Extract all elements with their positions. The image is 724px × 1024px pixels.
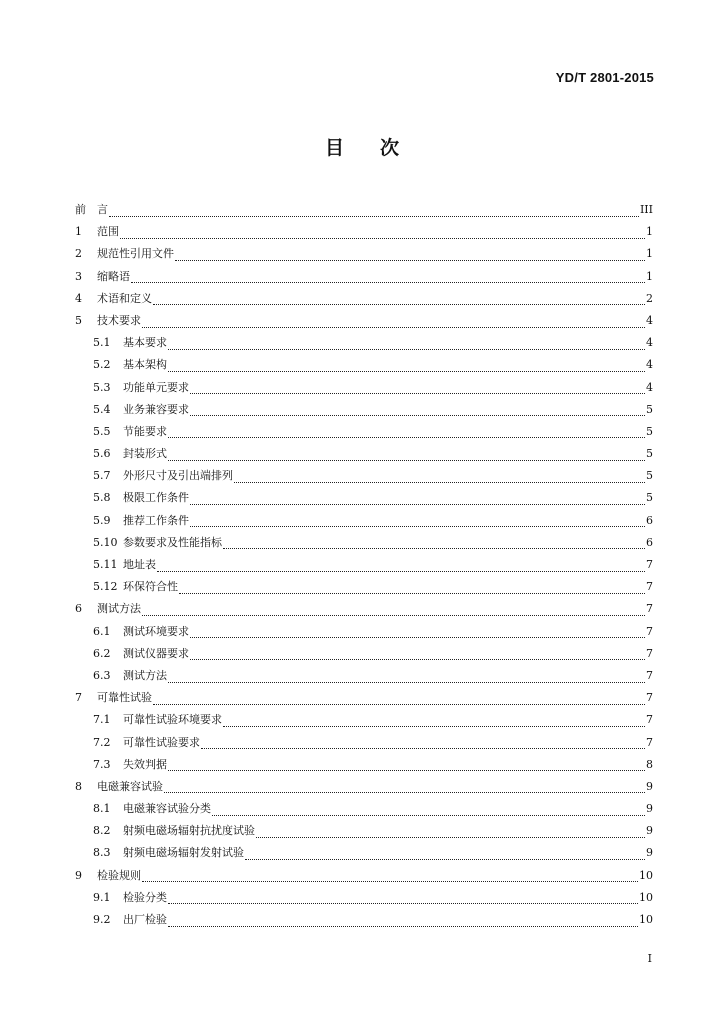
toc-entry-page: 1 <box>646 225 653 239</box>
toc-entry[interactable] <box>75 909 653 931</box>
toc-entry[interactable] <box>75 621 653 643</box>
toc-entry-page: 5 <box>646 491 653 505</box>
toc-entry[interactable] <box>75 865 653 887</box>
toc-entry-number: 7.2 <box>93 735 111 749</box>
toc-entry-label: 基本要求 <box>123 336 167 350</box>
toc-entry-label: 外形尺寸及引出端排列 <box>123 469 233 483</box>
dot-leader <box>131 272 645 283</box>
toc-entry-number: 4 <box>75 291 82 305</box>
toc-entry-label: 环保符合性 <box>123 580 178 594</box>
toc-entry-label: 规范性引用文件 <box>97 247 174 261</box>
dot-leader <box>190 494 645 505</box>
toc-entry-number: 8.1 <box>93 802 111 816</box>
standard-code: YD/T 2801-2015 <box>555 70 654 85</box>
toc-entry-label: 节能要求 <box>123 424 167 438</box>
dot-leader <box>175 250 645 261</box>
toc-entry-label: 功能单元要求 <box>123 380 189 394</box>
title-char-1: 目 <box>324 137 344 159</box>
toc-entry[interactable] <box>75 465 653 487</box>
toc-entry-number: 7 <box>75 691 82 705</box>
toc-entry-number: 5.3 <box>93 380 111 394</box>
toc-entry[interactable] <box>75 421 653 443</box>
toc-entry-page: 7 <box>646 713 653 727</box>
toc-entry[interactable] <box>75 443 653 465</box>
dot-leader <box>109 206 639 217</box>
dot-leader <box>168 893 638 904</box>
toc-entry[interactable] <box>75 665 653 687</box>
toc-entry-page: 9 <box>646 846 653 860</box>
toc-entry-label: 射频电磁场辐射抗扰度试验 <box>123 824 255 838</box>
toc-entry-page: 4 <box>646 336 653 350</box>
dot-leader <box>201 738 645 749</box>
toc-entry-label: 测试环境要求 <box>123 624 189 638</box>
toc-entry[interactable] <box>75 554 653 576</box>
toc-entry-page: 5 <box>646 469 653 483</box>
toc-entry-number: 9.1 <box>93 890 111 904</box>
dot-leader <box>245 849 645 860</box>
dot-leader <box>190 649 645 660</box>
toc-entry-page: 10 <box>639 890 653 904</box>
toc-entry-label: 参数要求及性能指标 <box>123 535 222 549</box>
toc-entry-number: 5.1 <box>93 336 111 350</box>
toc-entry-page: 7 <box>646 602 653 616</box>
toc-entry[interactable] <box>75 820 653 842</box>
dot-leader <box>212 805 645 816</box>
toc-entry-number: 6 <box>75 602 82 616</box>
toc-entry[interactable] <box>75 510 653 532</box>
toc-entry-label: 地址表 <box>123 558 156 571</box>
toc-entry-number: 2 <box>75 247 82 261</box>
dot-leader <box>120 228 645 239</box>
toc-entry-label: 出厂检验 <box>123 913 167 926</box>
toc-entry-number: 5.11 <box>93 558 118 571</box>
toc-entry-number: 9 <box>75 868 82 882</box>
toc-entry-number: 9.2 <box>93 913 111 926</box>
toc-entry[interactable] <box>75 332 653 354</box>
dot-leader <box>223 538 645 549</box>
toc-entry-number: 6.1 <box>93 624 111 638</box>
toc-entry-page: 9 <box>646 824 653 838</box>
dot-leader <box>168 361 645 372</box>
toc-entry-page: 1 <box>646 269 653 283</box>
toc-entry-number: 5.4 <box>93 402 111 416</box>
toc-entry[interactable] <box>75 709 653 731</box>
toc-entry[interactable] <box>75 199 653 221</box>
toc-entry-number: 5.2 <box>93 358 111 372</box>
toc-entry-label: 缩略语 <box>97 269 130 283</box>
toc-entry-label: 电磁兼容试验分类 <box>123 802 211 816</box>
toc-entry-label: 失效判据 <box>123 757 167 771</box>
toc-entry-page: 9 <box>646 779 653 793</box>
dot-leader <box>223 716 645 727</box>
toc-entry-number: 5.9 <box>93 513 111 527</box>
toc-entry[interactable] <box>75 288 653 310</box>
toc-entry[interactable] <box>75 598 653 620</box>
toc-entry-label: 技术要求 <box>97 313 141 327</box>
toc-entry-number: 5.12 <box>93 580 118 594</box>
toc-entry-page: 7 <box>646 558 653 571</box>
toc-entry-page: 4 <box>646 380 653 394</box>
toc-entry-page: 4 <box>646 358 653 372</box>
dot-leader <box>190 383 645 394</box>
toc-entry-page: 6 <box>646 513 653 527</box>
toc-entry[interactable] <box>75 310 653 332</box>
toc-entry-label: 测试仪器要求 <box>123 646 189 660</box>
dot-leader <box>168 916 638 927</box>
toc-entry-number: 5.7 <box>93 469 111 483</box>
dot-leader <box>168 672 645 683</box>
toc-entry-label: 言 <box>97 203 108 216</box>
toc-entry-label: 可靠性试验要求 <box>123 735 200 749</box>
toc-entry-number: 5.5 <box>93 424 111 438</box>
toc-entry-page: 10 <box>639 868 653 882</box>
toc-entry-number: 7.1 <box>93 713 111 727</box>
toc-entry-page: 6 <box>646 535 653 549</box>
toc-entry-label: 可靠性试验 <box>97 691 152 705</box>
toc-entry[interactable] <box>75 576 653 598</box>
toc-entry-label: 检验分类 <box>123 890 167 904</box>
dot-leader <box>190 627 645 638</box>
dot-leader <box>168 427 645 438</box>
toc-entry-page: 7 <box>646 624 653 638</box>
toc-entry-number: 5.6 <box>93 447 111 461</box>
toc-entry-page: 5 <box>646 447 653 461</box>
dot-leader <box>179 583 645 594</box>
toc-entry-page: 4 <box>646 313 653 327</box>
dot-leader <box>142 605 645 616</box>
dot-leader <box>157 561 645 572</box>
toc-entry-label: 业务兼容要求 <box>123 402 189 416</box>
toc-entry[interactable] <box>75 354 653 376</box>
toc-entry-label: 射频电磁场辐射发射试验 <box>123 846 244 860</box>
toc-entry-number: 5.8 <box>93 491 111 505</box>
toc-entry-page: 9 <box>646 802 653 816</box>
toc-entry-page: 8 <box>646 757 653 771</box>
toc-entry[interactable] <box>75 732 653 754</box>
toc-entry-label: 测试方法 <box>123 668 167 682</box>
page-title <box>0 133 724 160</box>
dot-leader <box>168 450 645 461</box>
toc-entry[interactable] <box>75 842 653 864</box>
toc-entry[interactable] <box>75 776 653 798</box>
toc-entry-number: 8.2 <box>93 824 111 838</box>
toc-entry-page: 7 <box>646 691 653 705</box>
toc-entry-number: 1 <box>75 225 82 239</box>
toc-entry-label: 检验规则 <box>97 868 141 882</box>
toc-entry-page: 2 <box>646 291 653 305</box>
toc-entry[interactable] <box>75 266 653 288</box>
table-of-contents <box>75 199 653 931</box>
toc-entry[interactable] <box>75 887 653 909</box>
toc-entry[interactable] <box>75 754 653 776</box>
dot-leader <box>153 294 645 305</box>
toc-entry-page: 7 <box>646 735 653 749</box>
dot-leader <box>234 472 645 483</box>
toc-entry-number: 5.10 <box>93 535 118 549</box>
toc-entry-number: 3 <box>75 269 82 283</box>
toc-entry[interactable] <box>75 377 653 399</box>
toc-entry-label: 可靠性试验环境要求 <box>123 713 222 727</box>
toc-entry[interactable] <box>75 798 653 820</box>
toc-entry-page: 7 <box>646 668 653 682</box>
toc-entry-number: 前 <box>75 203 86 216</box>
toc-entry-label: 极限工作条件 <box>123 491 189 505</box>
toc-entry-page: III <box>639 203 653 216</box>
toc-entry-label: 封装形式 <box>123 447 167 461</box>
toc-entry-page: 7 <box>646 580 653 594</box>
toc-entry-number: 6.2 <box>93 646 111 660</box>
toc-entry-label: 基本架构 <box>123 358 167 372</box>
toc-entry-page: 5 <box>646 402 653 416</box>
toc-entry[interactable] <box>75 243 653 265</box>
toc-entry-number: 7.3 <box>93 757 111 771</box>
dot-leader <box>142 871 638 882</box>
toc-entry[interactable] <box>75 532 653 554</box>
dot-leader <box>190 405 645 416</box>
dot-leader <box>164 782 645 793</box>
toc-entry-label: 推荐工作条件 <box>123 513 189 527</box>
toc-entry[interactable] <box>75 687 653 709</box>
toc-entry-label: 电磁兼容试验 <box>97 779 163 793</box>
toc-entry-page: 7 <box>646 646 653 660</box>
dot-leader <box>190 516 645 527</box>
page-number: I <box>647 952 652 965</box>
dot-leader <box>153 694 645 705</box>
title-char-2: 次 <box>380 137 400 159</box>
toc-entry-page: 5 <box>646 424 653 438</box>
dot-leader <box>142 317 645 328</box>
dot-leader <box>256 827 645 838</box>
toc-entry-label: 测试方法 <box>97 602 141 616</box>
toc-entry-number: 8.3 <box>93 846 111 860</box>
toc-entry-label: 范围 <box>97 225 119 239</box>
toc-entry-number: 6.3 <box>93 668 111 682</box>
dot-leader <box>168 760 645 771</box>
toc-entry[interactable] <box>75 487 653 509</box>
toc-entry-page: 10 <box>639 913 653 926</box>
toc-entry[interactable] <box>75 221 653 243</box>
toc-entry[interactable] <box>75 399 653 421</box>
dot-leader <box>168 339 645 350</box>
toc-entry-number: 5 <box>75 313 82 327</box>
toc-entry-label: 术语和定义 <box>97 291 152 305</box>
toc-entry-number: 8 <box>75 779 82 793</box>
toc-entry-page: 1 <box>646 247 653 261</box>
toc-entry[interactable] <box>75 643 653 665</box>
